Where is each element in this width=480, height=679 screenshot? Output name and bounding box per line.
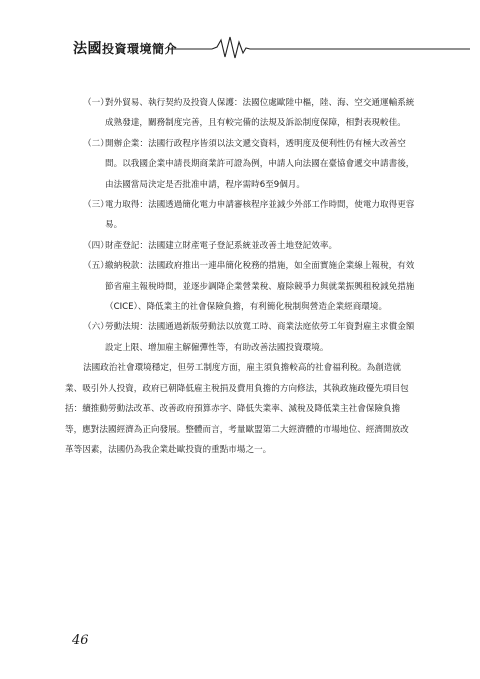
item-text: 對外貿易、執行契約及投資人保護：法國位處歐陸中樞，陸、海、空交通運輸系統成熟發達，關務制度完善，且有較完備的法規及訴訟制度保障，相對表現較佳。 xyxy=(105,98,415,129)
list-item xyxy=(83,134,415,195)
header-title xyxy=(73,38,177,58)
summary-paragraph-wrapper xyxy=(65,358,415,460)
running-header xyxy=(0,0,480,60)
list-item xyxy=(83,256,415,317)
item-number: （三） xyxy=(83,200,109,211)
item-text: 勞動法規：法國通過新版勞動法以放寬工時、商業法庭依勞工年資對雇主求償金額設定上限、增加雇主解僱彈性等，有助改善法國投資環境。 xyxy=(105,322,415,353)
item-number: （四） xyxy=(83,240,109,251)
list-item xyxy=(83,236,415,256)
page-number: 46 xyxy=(72,633,89,648)
main-content xyxy=(65,93,415,460)
list-item xyxy=(83,195,415,236)
item-text: 開辦企業：法國行政程序皆須以法文遞交資料，透明度及便利性仍有極大改善空間。以我國企業申請長期商業許可證為例，申請人向法國在臺協會遞交申請書後，由法國當局決定是否批准申請，程序需時6至9個月。 xyxy=(105,138,415,190)
item-text: 繳納稅款：法國政府推出一連串簡化稅務的措施，如全面實施企業線上報稅，有效節省雇主報稅時間，並逐步調降企業營業稅、廢除競爭力與就業振興租稅減免措施（CICE）、降低業主的社會保險負擔，有利簡化稅制與營造企業經商環境。 xyxy=(105,261,415,313)
header-title-sub: 投資環境簡介 xyxy=(102,42,178,56)
summary-paragraph-text: 法國政治社會環境穩定，但勞工制度方面，雇主須負擔較高的社會福利稅。為創造就業、吸引外人投資，政府已朝降低雇主稅捐及費用負擔的方向修法，其執政施政優先項目包括：續推動勞動法改革、改善政府預算赤字、降低失業率、減稅及降低業主社會保險負擔等，應對法國經濟為正向發展。整體而言，考量歐盟第二大經濟體的市場地位、經濟開放改革等因素，法國仍為我企業赴歐投資的重點市場之一。 xyxy=(65,363,409,455)
list-item xyxy=(83,93,415,134)
item-number: （五） xyxy=(83,261,109,272)
item-number: （六） xyxy=(83,322,109,333)
summary-paragraph xyxy=(65,358,415,460)
list-item xyxy=(83,317,415,358)
item-number: （二） xyxy=(83,138,109,149)
item-text: 財產登記：法國建立財產電子登記系統並改善土地登記效率。 xyxy=(105,240,338,251)
item-text: 電力取得：法國透過簡化電力申請審核程序並減少外部工作時間，使電力取得更容易。 xyxy=(105,200,415,231)
item-number: （一） xyxy=(83,98,109,108)
header-title-main: 法國 xyxy=(73,41,102,57)
heartbeat-line-decoration xyxy=(0,0,480,60)
